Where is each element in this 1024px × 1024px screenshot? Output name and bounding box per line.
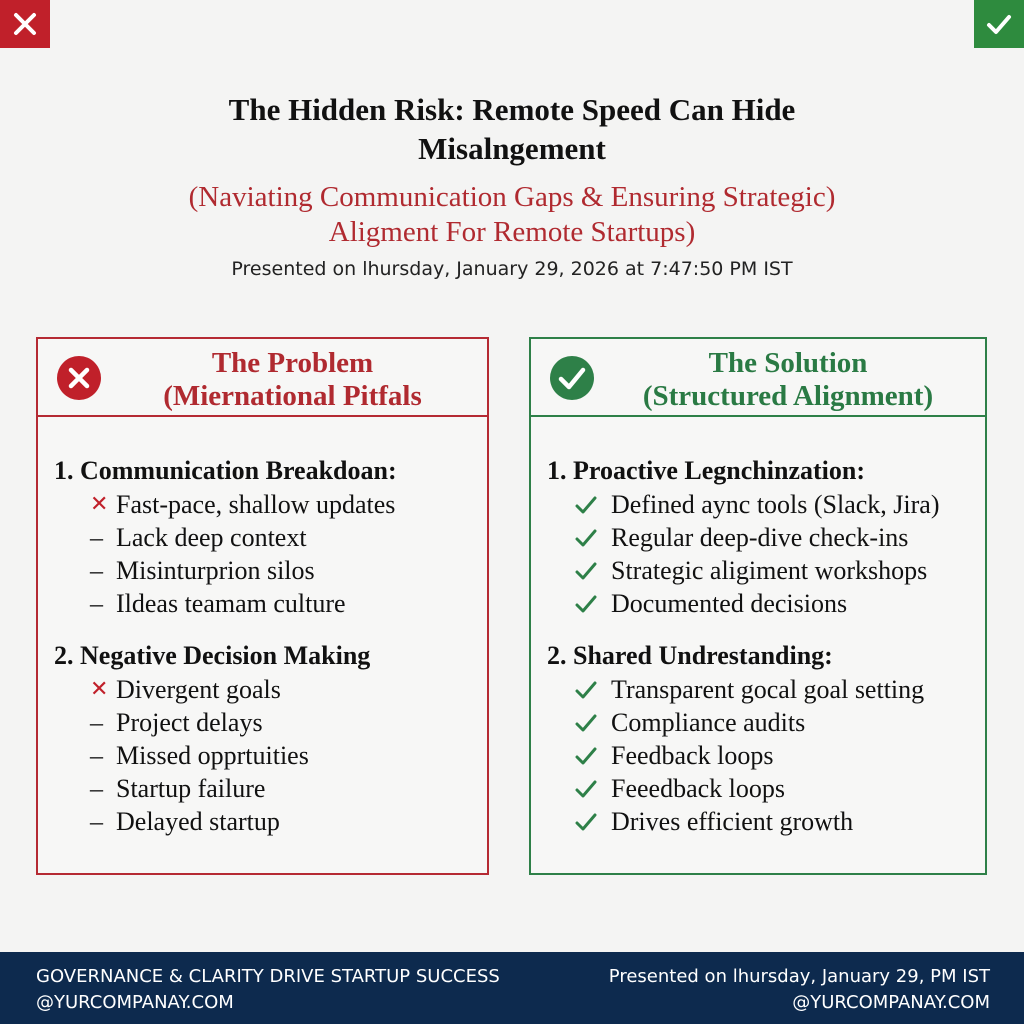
footer-right	[609, 964, 990, 1016]
item-text: Strategic aligiment workshops	[611, 556, 928, 585]
x-mark-icon: ✕	[90, 677, 109, 702]
check-mark-icon	[575, 495, 611, 515]
check-mark-icon	[575, 680, 611, 700]
item-text: Ildeas teamam culture	[116, 589, 346, 618]
list-item	[575, 554, 979, 587]
footer-bar	[0, 952, 1024, 1024]
x-mark-icon: ✕	[90, 492, 109, 517]
list-item	[575, 739, 979, 772]
check-mark-icon	[575, 812, 611, 832]
list-item	[575, 587, 979, 620]
check-mark-icon	[575, 561, 611, 581]
solution-section-1	[547, 454, 979, 620]
check-mark-icon	[575, 594, 611, 614]
item-text: Drives efficient growth	[611, 807, 854, 836]
problem-section-1-list	[54, 488, 481, 620]
dash-icon: –	[90, 807, 103, 836]
title-line-2: Misalngement	[418, 131, 606, 166]
item-text: Compliance audits	[611, 708, 806, 737]
page-subtitle	[0, 180, 1024, 250]
footer-website-right: @YURCOMPANAY.COM	[792, 992, 990, 1013]
item-text: Startup failure	[116, 774, 266, 803]
check-icon	[985, 10, 1013, 38]
solution-heading-line-1: The Solution	[708, 347, 868, 379]
presented-date: Presented on lhursday, January 29, 2026 at 7:47:50 PM IST	[231, 258, 793, 280]
list-item	[90, 805, 481, 838]
list-item	[575, 488, 979, 521]
list-item	[90, 706, 481, 739]
item-text: Feeedback loops	[611, 774, 786, 803]
item-text: Project delays	[116, 708, 263, 737]
item-text: Defined aync tools (Slack, Jira)	[611, 490, 940, 519]
problem-heading-line-1: The Problem	[211, 347, 374, 379]
dash-icon: –	[90, 741, 103, 770]
title-line-1: The Hidden Risk: Remote Speed Can Hide	[228, 92, 796, 127]
check-circle-icon	[549, 355, 595, 401]
footer-tagline: GOVERNANCE & CLARITY DRIVE STARTUP SUCCESS	[36, 966, 500, 987]
check-mark-icon	[575, 713, 611, 733]
section-title: 1. Communication Breakdoan:	[54, 456, 397, 485]
problem-section-2	[54, 639, 481, 838]
problem-section-2-list	[54, 673, 481, 838]
section-title: 2. Negative Decision Making	[54, 641, 371, 670]
problem-panel-header	[38, 339, 487, 417]
solution-section-2	[547, 639, 979, 838]
list-item	[575, 673, 979, 706]
check-mark-icon	[575, 746, 611, 766]
list-item	[90, 673, 481, 706]
solution-section-2-list	[547, 673, 979, 838]
problem-heading-line-2: (Miernational Pitfals	[163, 380, 422, 412]
dash-icon: –	[90, 774, 103, 803]
dash-icon: –	[90, 523, 103, 552]
solution-panel	[529, 337, 987, 875]
item-text: Divergent goals	[116, 675, 281, 704]
item-text: Misinturprion silos	[116, 556, 315, 585]
dash-icon: –	[90, 589, 103, 618]
list-item	[575, 521, 979, 554]
item-text: Documented decisions	[611, 589, 848, 618]
list-item	[90, 587, 481, 620]
list-item	[575, 805, 979, 838]
x-circle-icon	[56, 355, 102, 401]
item-text: Missed opprtuities	[116, 741, 309, 770]
item-text: Transparent gocal goal setting	[611, 675, 925, 704]
solution-panel-header	[531, 339, 985, 417]
list-item	[90, 488, 481, 521]
solution-heading	[591, 347, 985, 413]
corner-check-badge	[974, 0, 1024, 48]
item-text: Lack deep context	[116, 523, 307, 552]
problem-section-1	[54, 454, 481, 620]
list-item	[575, 706, 979, 739]
solution-heading-line-2: (Structured Alignment)	[642, 380, 934, 412]
page-title	[0, 90, 1024, 168]
item-text: Fast-pace, shallow updates	[116, 490, 396, 519]
footer-website-left: @YURCOMPANAY.COM	[36, 992, 234, 1013]
list-item	[90, 772, 481, 805]
footer-presented: Presented on lhursday, January 29, PM IST	[608, 966, 990, 987]
dash-icon: –	[90, 708, 103, 737]
list-item	[90, 554, 481, 587]
list-item	[90, 521, 481, 554]
problem-heading	[98, 347, 487, 413]
item-text: Regular deep-dive check-ins	[611, 523, 909, 552]
footer-left	[36, 964, 500, 1016]
subtitle-line-2: Aligment For Remote Startups)	[328, 216, 696, 248]
solution-section-1-list	[547, 488, 979, 620]
problem-panel	[36, 337, 489, 875]
section-title: 2. Shared Undrestanding:	[547, 641, 833, 670]
item-text: Delayed startup	[116, 807, 280, 836]
section-title: 1. Proactive Legnchinzation:	[547, 456, 865, 485]
dash-icon: –	[90, 556, 103, 585]
item-text: Feedback loops	[611, 741, 774, 770]
check-mark-icon	[575, 528, 611, 548]
x-icon	[11, 10, 39, 38]
list-item	[90, 739, 481, 772]
subtitle-line-1: (Naviating Communication Gaps & Ensuring Strategic)	[188, 181, 836, 213]
check-mark-icon	[575, 779, 611, 799]
corner-x-badge	[0, 0, 50, 48]
list-item	[575, 772, 979, 805]
